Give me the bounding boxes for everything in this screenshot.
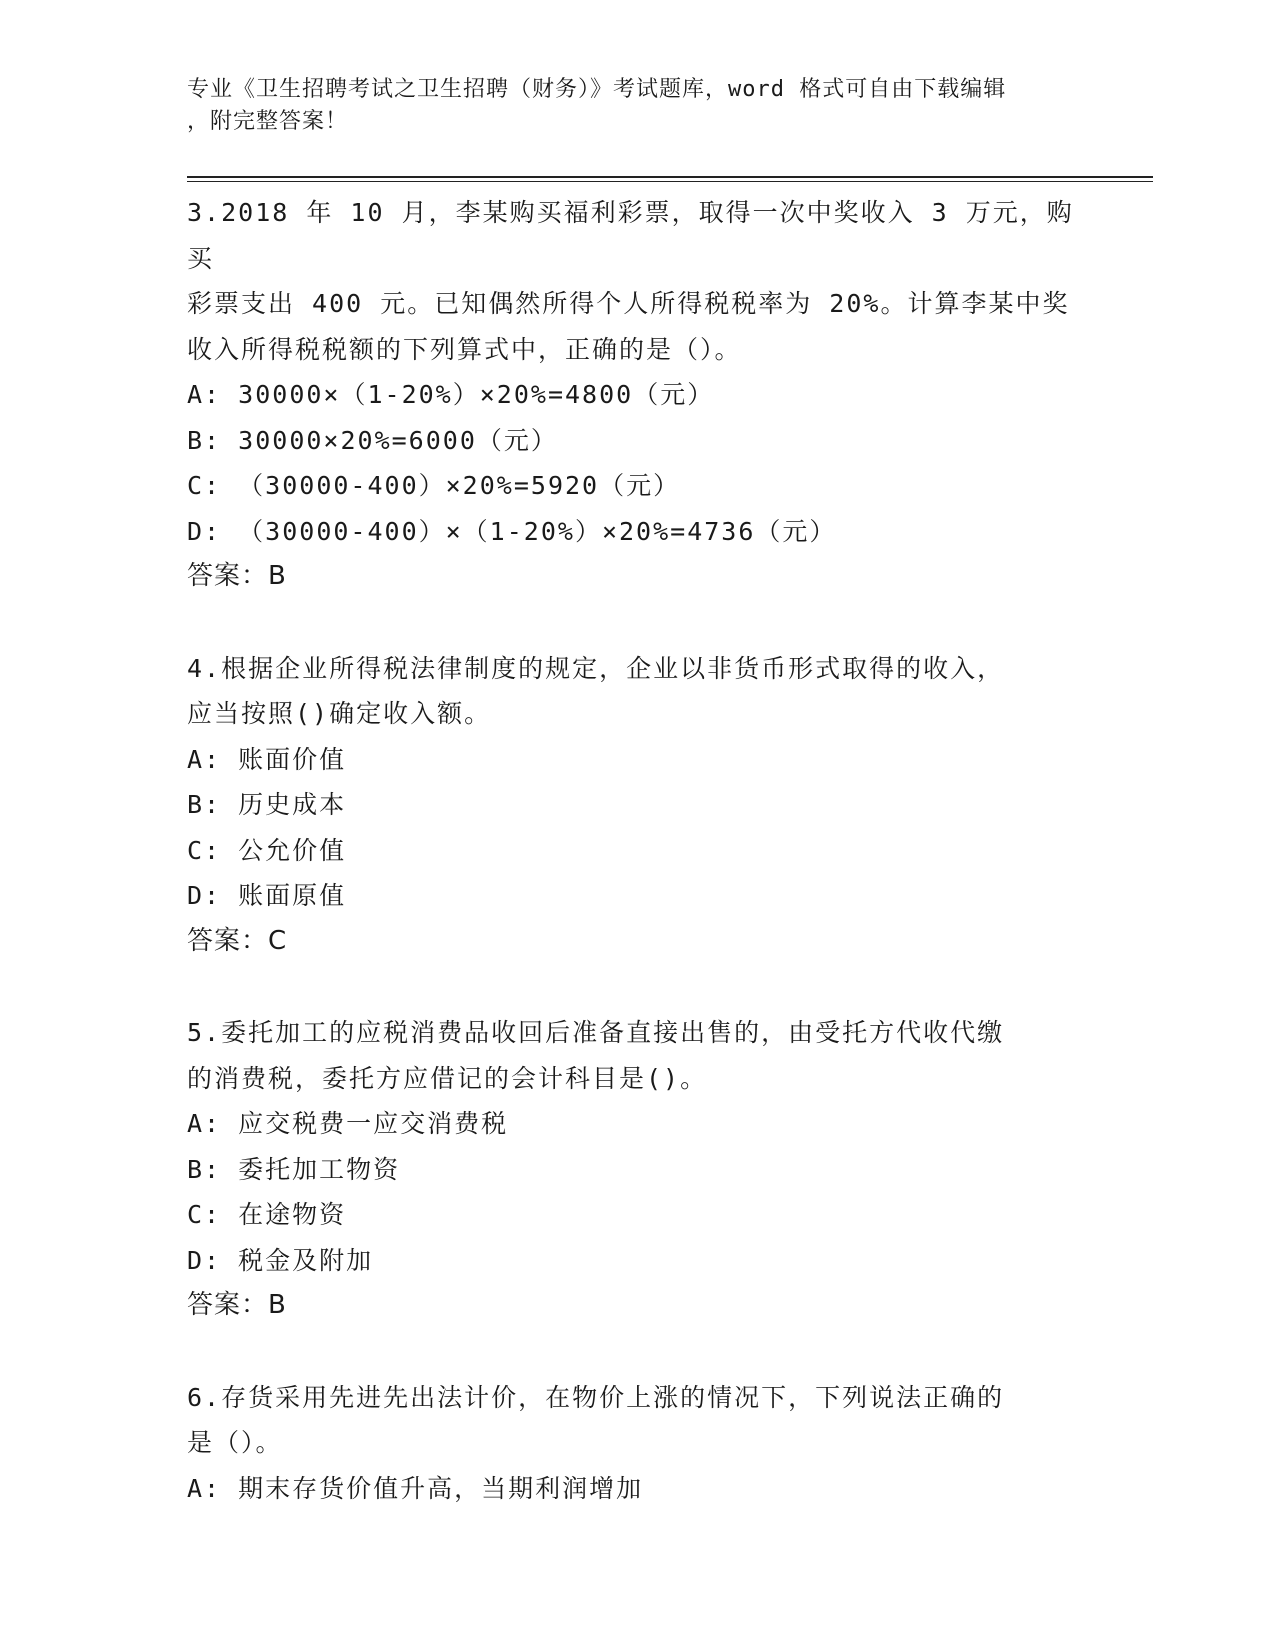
option-key: A: [187,744,222,774]
question-5-option-a [187,1101,1087,1147]
question-3-answer: 答案：B [187,561,287,591]
question-5-option-d [187,1238,1087,1284]
option-key: C: [187,835,222,865]
question-5-option-b [187,1147,1087,1193]
question-6-option-a [187,1466,1087,1512]
option-text: （30000-400）×20%=5920（元） [238,471,681,500]
option-key: B: [187,425,222,455]
option-text: 在途物资 [238,1200,347,1229]
question-4-option-c [187,828,1087,874]
option-key: B: [187,790,222,819]
option-text: （30000-400）×（1-20%）×20%=4736（元） [238,516,837,546]
question-4-answer: 答案：C [187,925,288,956]
question-4-option-a [187,737,1087,783]
question-6 [187,1375,1087,1512]
option-key: A: [187,1109,222,1138]
question-3-option-b [187,418,1087,464]
option-key: D: [187,1245,222,1275]
option-key: C: [187,1200,222,1229]
question-spacer [187,1329,1087,1375]
question-3-line-1: 3.2018 年 10 月，李某购买福利彩票，取得一次中奖收入 3 万元，购买 [187,198,1074,273]
header-line-1: 专业《卫生招聘考试之卫生招聘（财务）》考试题库，word 格式可自由下载编辑 [187,77,1007,102]
question-3-line-3: 收入所得税税额的下列算式中，正确的是（）。 [187,334,742,364]
question-spacer [187,600,1087,646]
option-key: B: [187,1154,222,1184]
header-divider-thick [187,176,1153,178]
option-text: 应交税费一应交消费税 [238,1109,509,1138]
question-6-line-1: 6.存货采用先进先出法计价，在物价上涨的情况下，下列说法正确的 [187,1382,1005,1412]
question-list [187,190,1087,1511]
option-text: 30000×20%=6000（元） [238,425,558,455]
option-text: 税金及附加 [238,1245,374,1275]
question-3-option-d [187,509,1087,555]
question-spacer [187,964,1087,1010]
question-5-answer: 答案：B [187,1290,287,1320]
option-text: 委托加工物资 [238,1154,401,1184]
option-text: 账面原值 [238,881,347,910]
question-4-option-d [187,873,1087,919]
option-text: 账面价值 [238,744,347,774]
question-3-option-a [187,372,1087,418]
question-5-option-c [187,1192,1087,1238]
option-key: A: [187,380,222,409]
question-4-line-2: 应当按照()确定收入额。 [187,699,492,728]
question-3-line-2: 彩票支出 400 元。已知偶然所得个人所得税税率为 20%。计算李某中奖 [187,289,1070,318]
question-3 [187,190,1087,600]
question-4 [187,646,1087,965]
question-5-line-2: 的消费税，委托方应借记的会计科目是()。 [187,1063,708,1093]
option-text: 期末存货价值升高，当期利润增加 [238,1473,644,1503]
option-key: C: [187,471,222,500]
header-line-2: ，附完整答案！ [187,109,349,134]
question-4-option-b [187,782,1087,828]
option-text: 历史成本 [238,790,347,819]
header-divider-thin [187,181,1153,182]
option-text: 公允价值 [238,835,347,865]
option-key: A: [187,1473,222,1503]
question-4-line-1: 4.根据企业所得税法律制度的规定，企业以非货币形式取得的收入， [187,653,1005,683]
question-3-option-c [187,463,1087,509]
question-6-line-2: 是（）。 [187,1428,283,1457]
option-key: D: [187,881,222,910]
question-5-line-1: 5.委托加工的应税消费品收回后准备直接出售的，由受托方代收代缴 [187,1018,1005,1047]
option-key: D: [187,516,222,546]
option-text: 30000×（1-20%）×20%=4800（元） [238,380,715,409]
document-header [187,74,1077,138]
question-5 [187,1010,1087,1329]
